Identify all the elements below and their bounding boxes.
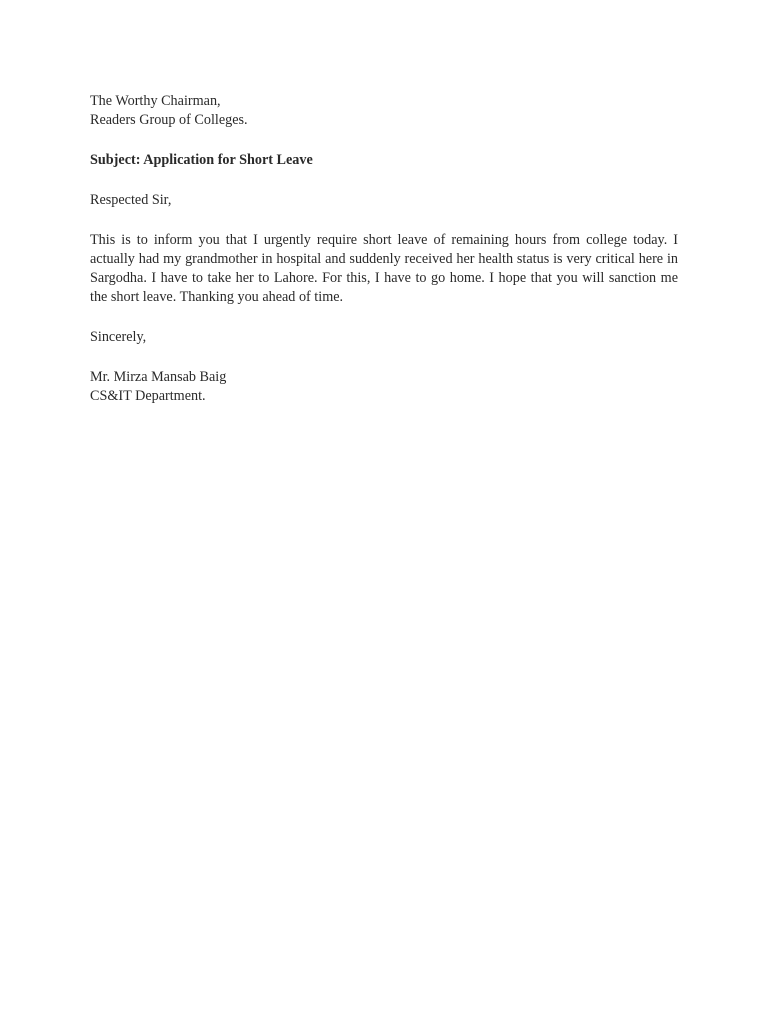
sender-department: CS&IT Department.	[90, 388, 206, 404]
subject-line: Subject: Application for Short Leave	[90, 152, 313, 168]
letter-paragraph: This is to inform you that I urgently require short leave of remaining hours from college today. I actually had my grandmother in hospital and suddenly received her health status is very critical here in Sargodha. I have to take her to Lahore. For this, I have to go home. I hope that you will sanction me the short leave. Thanking you ahead of time.	[90, 232, 678, 305]
salutation: Respected Sir,	[90, 192, 172, 208]
recipient-title: The Worthy Chairman,	[90, 93, 221, 109]
sender-name: Mr. Mirza Mansab Baig	[90, 369, 227, 385]
recipient-block	[90, 92, 678, 130]
recipient-organization: Readers Group of Colleges.	[90, 112, 248, 128]
letter-body	[90, 92, 678, 406]
closing: Sincerely,	[90, 329, 147, 345]
signature-block	[90, 368, 678, 406]
